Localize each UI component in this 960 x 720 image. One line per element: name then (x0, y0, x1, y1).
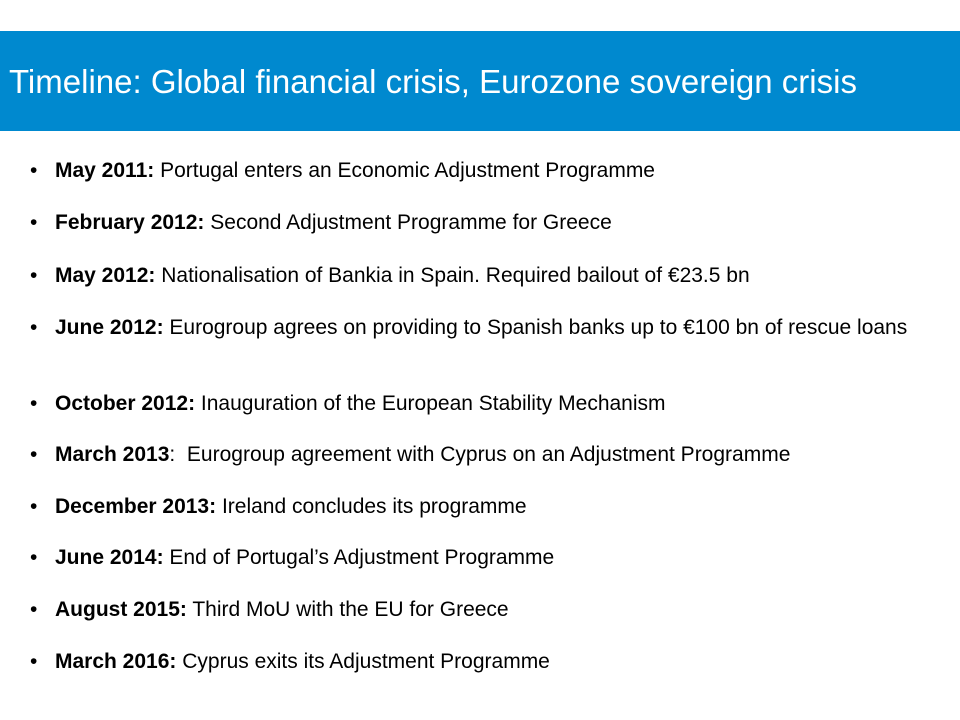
bullet-icon: • (30, 443, 38, 466)
list-item-date: June 2014: (55, 546, 164, 569)
list-item-body (55, 316, 920, 339)
list-item (30, 495, 920, 518)
list-item-body (55, 211, 920, 234)
list-item-body (55, 650, 920, 673)
bullet-icon: • (30, 159, 38, 182)
list-item (30, 598, 920, 621)
bullet-icon: • (30, 495, 38, 518)
bullet-icon: • (30, 211, 38, 234)
list-item-text: Ireland concludes its programme (216, 495, 527, 518)
list-item-date: June 2012: (55, 316, 164, 339)
list-item-body (55, 546, 920, 569)
list-item-body (55, 598, 920, 621)
list-item (30, 650, 920, 673)
list-item-text: Third MoU with the EU for Greece (186, 598, 509, 621)
list-item-text: Nationalisation of Bankia in Spain. Required bailout of €23.5 bn (155, 264, 750, 287)
list-item (30, 264, 920, 287)
list-item-date: March 2016: (55, 650, 177, 673)
slide-title: Timeline: Global financial crisis, Eurozone sovereign crisis (9, 62, 857, 100)
list-item (30, 316, 920, 339)
list-item-text: Eurogroup agrees on providing to Spanish banks up to €100 bn of rescue loans (163, 316, 908, 339)
list-item-text: Portugal enters an Economic Adjustment Programme (154, 159, 655, 182)
list-item-body (55, 264, 920, 287)
list-item-body (55, 392, 920, 415)
list-item-text: Inauguration of the European Stability Mechanism (195, 392, 666, 415)
list-item-text: : Eurogroup agreement with Cyprus on an Adjustment Programme (169, 443, 791, 466)
bullet-icon: • (30, 264, 38, 287)
list-item-date: March 2013 (55, 443, 170, 466)
list-item-date: May 2012: (55, 264, 156, 287)
list-item-text: Second Adjustment Programme for Greece (204, 211, 612, 234)
list-item (30, 546, 920, 569)
list-item-date: May 2011: (55, 159, 155, 182)
list-item-date: February 2012: (55, 211, 205, 234)
list-item (30, 159, 920, 182)
list-item-date: October 2012: (55, 392, 196, 415)
list-item (30, 211, 920, 234)
list-item (30, 392, 920, 415)
list-item (30, 443, 920, 466)
bullet-icon: • (30, 650, 38, 673)
list-item-body (55, 443, 920, 466)
list-item-body (55, 159, 920, 182)
list-item-text: Cyprus exits its Adjustment Programme (176, 650, 550, 673)
list-item-text: End of Portugal’s Adjustment Programme (163, 546, 555, 569)
list-item-body (55, 495, 920, 518)
bullet-icon: • (30, 392, 38, 415)
list-item-date: December 2013: (55, 495, 217, 518)
bullet-icon: • (30, 546, 38, 569)
bullet-icon: • (30, 316, 38, 339)
bullet-icon: • (30, 598, 38, 621)
list-item-date: August 2015: (55, 598, 187, 621)
